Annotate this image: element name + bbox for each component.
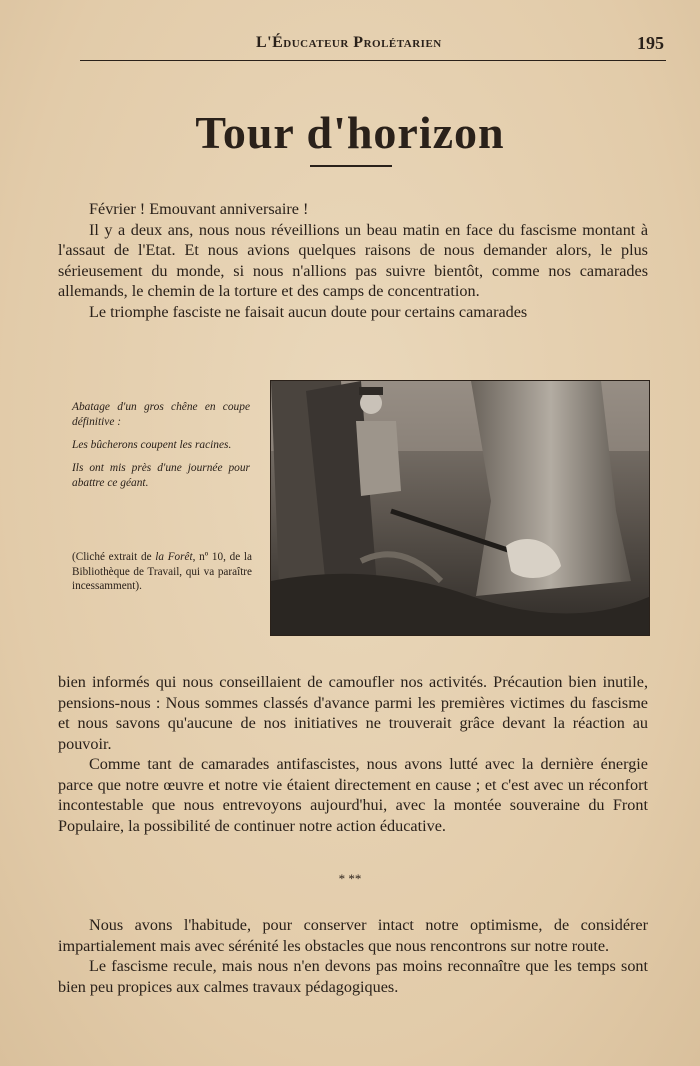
paragraph: Il y a deux ans, nous nous réveillions un beau matin en face du fascisme montant à l'assaut de l'Etat. Et nous avions quelques raisons de nous demander alors, le plus sérieusement du monde, si nous n'allions pas suivre bientôt, comme nos camarades allemands, le chemin de la torture et des camps de concentration. [58,220,648,300]
caption-line: Ils ont mis près d'une journée pour abattre ce géant. [72,462,250,489]
figure-caption [72,400,250,499]
woodcutters-photo [270,380,650,636]
credit-prefix: (Cliché extrait de [72,551,156,563]
paragraph: Le fascisme recule, mais nous n'en devons pas moins reconnaître que les temps sont bien peu propices aux calmes travaux pédagogiques. [58,957,648,996]
caption-line: Les bûcherons coupent les racines. [72,439,232,451]
running-header [80,34,666,56]
credit-suffix: , nº 10, de la Bibliothèque de Travail, qui va paraître incessamment). [72,551,252,592]
article-title: Tour d'horizon [195,107,505,158]
title-underline [310,165,392,167]
caption-line: Abatage d'un gros chêne en coupe définitive : [72,401,250,428]
article-text-bottom [58,915,648,997]
article-text-middle [58,672,648,836]
credit-source: la Forêt [155,551,193,563]
paragraph: Nous avons l'habitude, pour conserver intact notre optimisme, de considérer impartialement mais avec sérénité les obstacles que nous rencontrons sur notre route. [58,916,648,955]
paragraph: Le triomphe fasciste ne faisait aucun doute pour certains camarades [89,302,528,321]
journal-title: L'Éducateur Prolétarien [256,34,442,51]
article-text-top [58,199,648,322]
photo-illustration [271,381,650,636]
figure-credit [72,550,252,594]
header-rule [80,60,666,61]
paragraph: Février ! Emouvant anniversaire ! [89,200,309,218]
page-number: 195 [637,33,664,53]
paragraph: Comme tant de camarades antifascistes, nous avons lutté avec la dernière énergie parce que notre œuvre et notre vie étaient directement en cause ; et c'est avec un réconfort incontestable que nous entrevoyons aujourd'hui, avec la montée souveraine du Front Populaire, la possibilité de continuer notre action éducative. [58,755,648,835]
section-separator: * ** [338,871,362,886]
paragraph: bien informés qui nous conseillaient de camoufler nos activités. Précaution bien inutile, pensions-nous : Nous sommes classés d'avance parmi les premières victimes du fascisme et nous savons qu'aucune de nos initiatives ne trouverait grâce devant la réaction au pouvoir. [58,673,648,753]
